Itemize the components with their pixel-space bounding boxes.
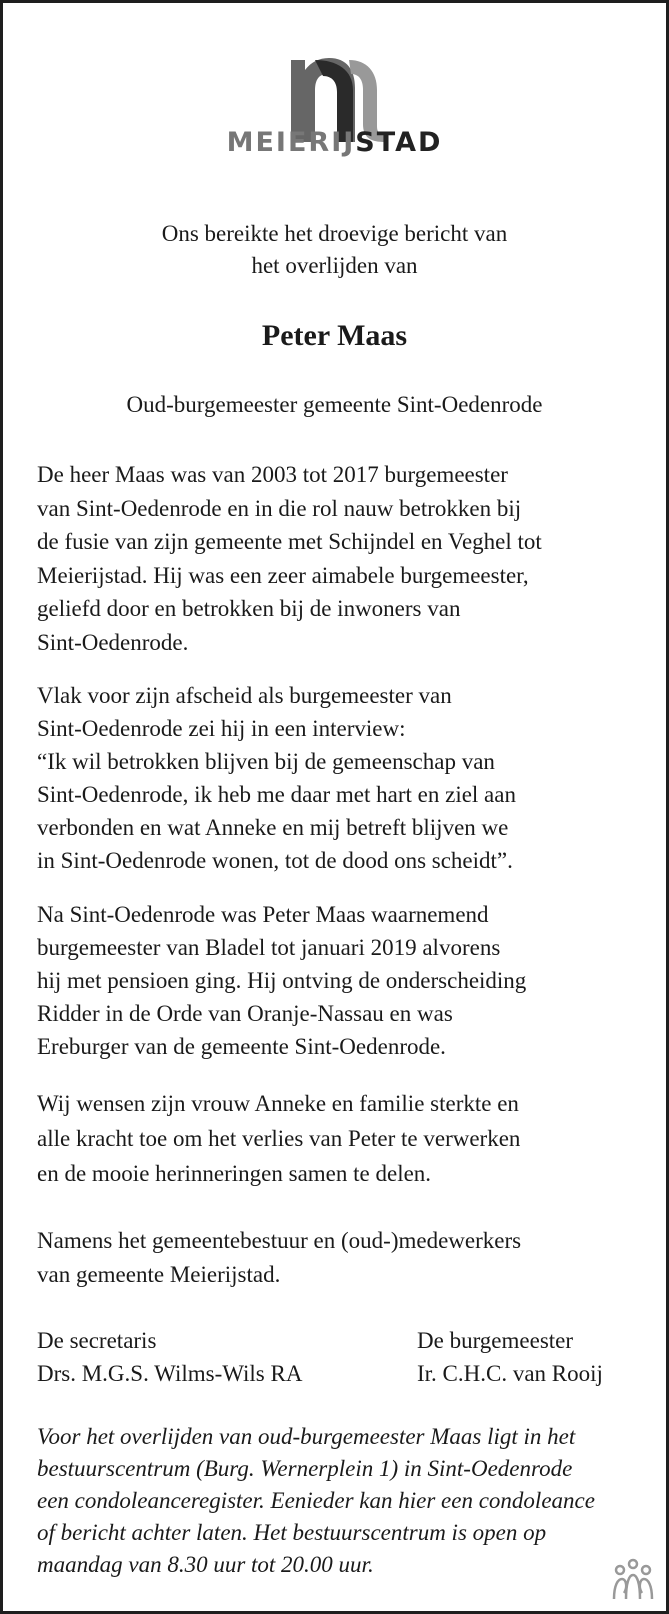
signature-mayor: De burgemeester Ir. C.H.C. van Rooij	[417, 1328, 603, 1386]
deceased-name: Peter Maas	[261, 319, 408, 352]
condolence-notice: Voor het overlijden van oud-burgemeester Maas ligt in het bestuurscentrum (Burg. Wernerplein 1) in Sint-Oedenrode een condoleanceregister. Eenieder kan hier een condoleance of bericht achter laten. Het bestuurscentrum is open op maandag van 8.30 uur tot 20.00 uur.	[37, 1424, 595, 1577]
meierijstad-wordmark: MEIERIJSTAD	[226, 127, 443, 158]
paragraph-4: Wij wensen zijn vrouw Anneke en familie sterkte en alle kracht toe om het verlies van Peter te verwerken en de mooie herinneringen samen te delen.	[37, 1091, 521, 1186]
paragraph-1: De heer Maas was van 2003 tot 2017 burgemeester van Sint-Oedenrode en in die rol nauw betrokken bij de fusie van zijn gemeente met Schijndel en Veghel tot Meierijstad. Hij was een zeer aimabele burgemeester, geliefd door en betrokken bij de inwoners van Sint-Oedenrode.	[37, 462, 542, 655]
intro-text: Ons bereikte het droevige bericht van het overlijden van	[161, 221, 508, 278]
paragraph-3: Na Sint-Oedenrode was Peter Maas waarnemend burgemeester van Bladel tot januari 2019 alvorens hij met pensioen ging. Hij ontving de onderscheiding Ridder in de Orde van Oranje-Nassau en was Ereburger van de gemeente Sint-Oedenrode.	[37, 902, 527, 1059]
subtitle: Oud-burgemeester gemeente Sint-Oedenrode	[126, 392, 543, 417]
signature-secretary: De secretaris Drs. M.G.S. Wilms-Wils RA	[37, 1328, 303, 1386]
people-group-icon	[612, 1557, 654, 1601]
paragraph-2: Vlak voor zijn afscheid als burgemeester van Sint-Oedenrode zei hij in een interview: “Ik wil betrokken blijven bij de gemeenschap van Sint-Oedenrode, ik heb me daar met hart en ziel aan verbonden en wat Anneke en mij betreft blijven we in Sint-Oedenrode wonen, tot de dood ons scheidt”.	[37, 683, 516, 873]
paragraph-5: Namens het gemeentebestuur en (oud-)medewerkers van gemeente Meierijstad.	[37, 1228, 522, 1287]
